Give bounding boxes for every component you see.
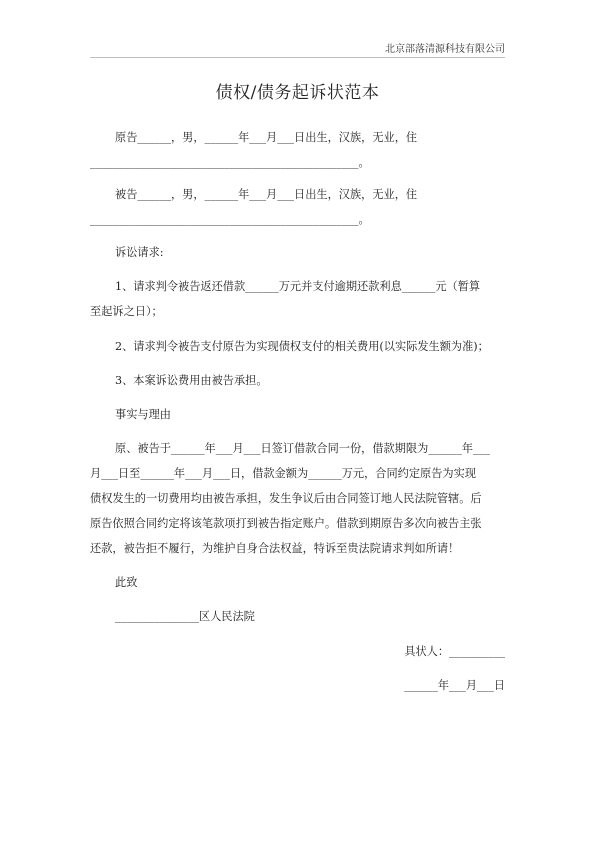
header-divider: [90, 57, 505, 58]
claim-item-1-line-1: 1、请求判令被告返还借款______万元并支付逾期还款利息______元（暂算: [115, 280, 481, 293]
facts-line-2: 月___日至______年___月___日，借款金额为______万元，合同约定原告为实现: [90, 467, 476, 480]
court-name-line: _______________区人民法院: [115, 610, 255, 623]
date-line: ______年___月___日: [404, 679, 505, 692]
defendant-line-1: 被告______，男，______年___月___日出生，汉族，无业，住: [115, 188, 418, 201]
facts-line-3: 债权发生的一切费用均由被告承担，发生争议后由合同签订地人民法院管辖。后: [90, 492, 482, 505]
facts-line-4: 原告依照合同约定将该笔款项打到被告指定账户。借款到期原告多次向被告主张: [90, 517, 482, 530]
defendant-line-2: ________________________________________________。: [90, 213, 370, 226]
facts-line-1: 原、被告于______年___月___日签订借款合同一份，借款期限为______年___: [115, 442, 490, 455]
facts-line-5: 还款，被告拒不履行，为维护自身合法权益，特诉至贵法院请求判如所请！: [90, 542, 460, 555]
signer-line: 具状人：__________: [404, 645, 505, 658]
plaintiff-line-1: 原告______，男，______年___月___日出生，汉族，无业，住: [115, 131, 418, 144]
claim-item-1-line-2: 至起诉之日）；: [90, 305, 163, 318]
header-company-name: 北京部落清源科技有限公司: [385, 44, 505, 55]
closing-salutation: 此致: [115, 576, 138, 589]
document-title: 债权/债务起诉状范本: [215, 83, 380, 103]
claim-item-3: 3、本案诉讼费用由被告承担。: [115, 374, 268, 387]
plaintiff-line-2: ________________________________________________。: [90, 156, 370, 169]
claims-heading: 诉讼请求:: [115, 246, 164, 259]
facts-heading: 事实与理由: [115, 408, 171, 421]
claim-item-2: 2、请求判令被告支付原告为实现债权支付的相关费用(以实际发生额为准)；: [115, 340, 489, 353]
